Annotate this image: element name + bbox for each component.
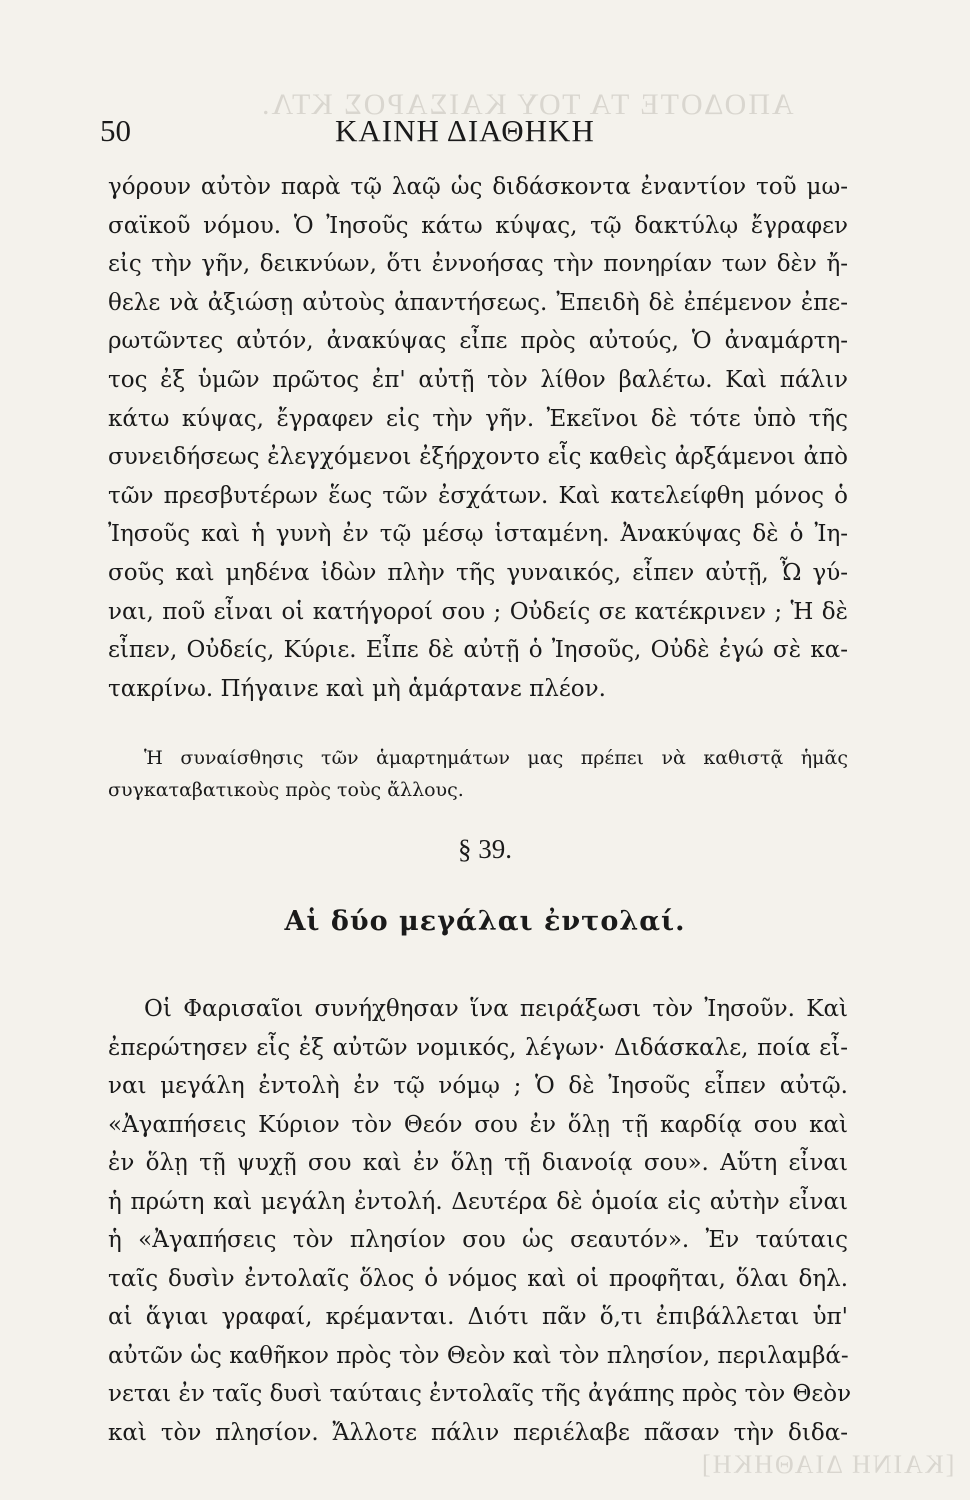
text-line: σαϊκοῦ νόμου. Ὁ Ἰησοῦς κάτω κύψας, τῷ δακτύλῳ ἔγραφεν [108,212,848,239]
paragraph-moral-note [108,742,848,806]
text-line: σοῦς καὶ μηδένα ἰδὼν πλὴν τῆς γυναικός, εἶπεν αὐτῇ, Ὦ γύ- [108,559,848,586]
text-line: συγκαταβατικοὺς πρὸς τοὺς ἄλλους. [108,779,464,801]
text-line: κάτω κύψας, ἔγραφεν εἰς τὴν γῆν. Ἐκεῖνοι δὲ τότε ὑπὸ τῆς [108,405,848,432]
text-line: ἐν ὅλῃ τῇ ψυχῇ σου καὶ ἐν ὅλῃ τῇ διανοίᾳ σου». Αὕτη εἶναι [108,1150,848,1176]
running-title: ΚΑΙΝΗ ΔΙΑΘΗΚΗ [335,113,595,148]
text-line: εἶπεν, Οὐδείς, Κύριε. Εἶπε δὲ αὐτῇ ὁ Ἰησοῦς, Οὐδὲ ἐγώ σὲ κα- [108,637,848,664]
text-line: Οἱ Φαρισαῖοι συνήχθησαν ἵνα πειράξωσι τὸν Ἰησοῦν. Καὶ [144,996,848,1022]
page-number: 50 [100,113,131,148]
text-line: αἱ ἅγιαι γραφαί, κρέμανται. Διότι πᾶν ὅ,τι ἐπιβάλλεται ὑπ' [108,1304,848,1330]
text-line: νεται ἐν ταῖς δυσὶ ταύταις ἐντολαῖς τῆς ἀγάπης πρὸς τὸν Θεὸν [108,1381,852,1407]
text-line: Ἰησοῦς καὶ ἡ γυνὴ ἐν τῷ μέσῳ ἱσταμένη. Ἀνακύψας δὲ ὁ Ἰη- [108,521,848,548]
text-line: ἐπερώτησεν εἷς ἐξ αὐτῶν νομικός, λέγων· Διδάσκαλε, ποία εἶ- [108,1034,848,1061]
text-line: Ἡ συναίσθησις τῶν ἁμαρτημάτων μας πρέπει νὰ καθιστᾷ ἡμᾶς [144,747,848,769]
text-line: καὶ τὸν πλησίον. Ἄλλοτε πάλιν περιέλαβε πᾶσαν τὴν διδα- [108,1419,848,1446]
text-line: θελε νὰ ἀξιώσῃ αὐτοὺς ἀπαντήσεως. Ἐπειδὴ δὲ ἐπέμενον ἐπε- [108,289,848,316]
section-title: Αἱ δύο μεγάλαι ἐντολαί. [284,906,686,937]
text-line: τακρίνω. Πήγαινε καὶ μὴ ἁμάρτανε πλέον. [108,675,606,702]
text-line: τῶν πρεσβυτέρων ἕως τῶν ἐσχάτων. Καὶ κατελείφθη μόνος ὁ [108,482,848,509]
text-line: ταῖς δυσὶν ἐντολαῖς ὅλος ὁ νόμος καὶ οἱ προφῆται, ὅλαι δηλ. [108,1265,848,1292]
paragraph-great-commandments [108,990,852,1452]
bleed-through-text-top: ΑΠΟΔΟΤΕ ΤΑ ΤΟΥ ΚΑΙΣΑΡΟΣ ΚΤΛ. [260,88,794,121]
text-line: γόρουν αὐτὸν παρὰ τῷ λαῷ ὡς διδάσκοντα ἐναντίον τοῦ μω- [108,174,848,200]
text-line: ναι μεγάλη ἐντολὴ ἐν τῷ νόμῳ ; Ὁ δὲ Ἰησοῦς εἶπεν αὐτῷ. [108,1073,848,1099]
text-line: τος ἐξ ὑμῶν πρῶτος ἐπ' αὐτῇ τὸν λίθον βαλέτω. Καὶ πάλιν [108,366,848,393]
text-line: ἡ πρώτη καὶ μεγάλη ἐντολή. Δευτέρα δὲ ὁμοία εἰς αὐτὴν εἶναι [108,1188,848,1215]
text-line: συνειδήσεως ἐλεγχόμενοι ἐξήρχοντο εἷς καθεὶς ἀρξάμενοι ἀπὸ [108,444,848,471]
text-line: ρωτῶντες αὐτόν, ἀνακύψας εἶπε πρὸς αὐτούς, Ὁ ἀναμάρτη- [108,328,848,355]
text-line: ναι, ποῦ εἶναι οἱ κατήγοροί σου ; Οὐδείς σε κατέκρινεν ; Ἡ δὲ [108,598,848,625]
paragraph-woman-adultery [108,168,848,708]
text-line: ἡ «Ἀγαπήσεις τὸν πλησίον σου ὡς σεαυτόν». Ἐν ταύταις [108,1227,848,1253]
text-line: «Ἀγαπήσεις Κύριον τὸν Θεόν σου ἐν ὅλῃ τῇ καρδίᾳ σου καὶ [108,1111,848,1138]
running-header [100,113,860,153]
text-line: αὐτῶν ὡς καθῆκον πρὸς τὸν Θεὸν καὶ τὸν πλησίον, περιλαμβά- [108,1342,849,1369]
bleed-through-text-bottom: [ΚΑΙΝΗ ΔΙΑΘΗΚΗ] [700,1450,955,1479]
text-line: εἰς τὴν γῆν, δεικνύων, ὅτι ἐννοήσας τὴν πονηρίαν των δὲν ἤ- [108,251,848,278]
section-number: § 39. [458,834,512,864]
